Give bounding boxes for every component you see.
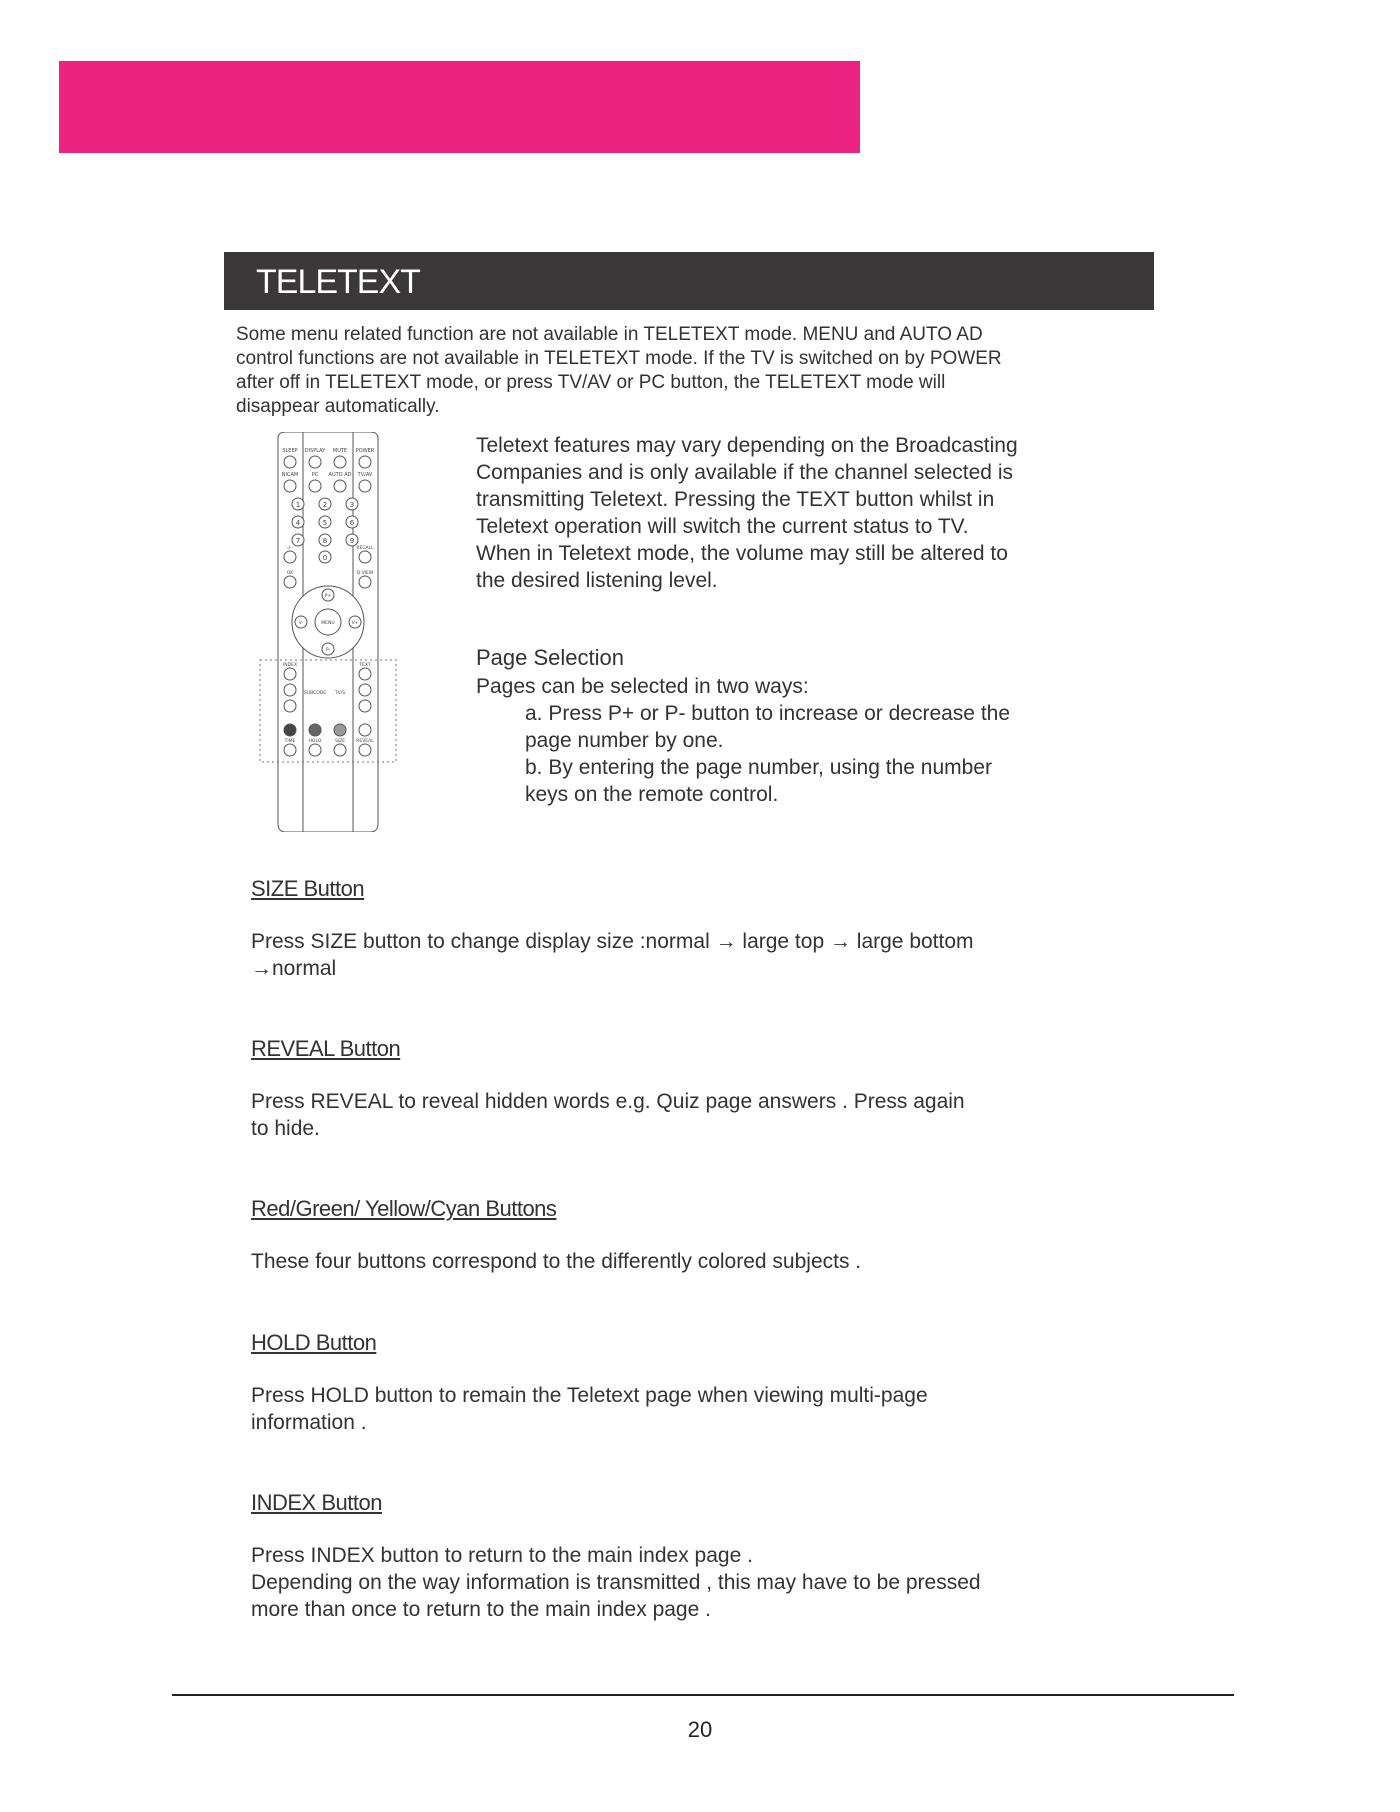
remote-label-nicam: NICAM xyxy=(281,472,299,478)
intro-line: Some menu related function are not available in TELETEXT mode. MENU and AUTO AD xyxy=(236,324,983,345)
page-selection-item: keys on the remote control. xyxy=(525,783,779,806)
remote-btn-mute xyxy=(334,456,346,468)
remote-label-hold: HOLD xyxy=(308,739,322,744)
remote-num-label: 9 xyxy=(349,537,355,545)
size-button-line: Press SIZE button to change display size :normal → large top → large bottom xyxy=(251,930,974,953)
remote-btn-pc xyxy=(309,480,321,492)
teletext-line: Teletext features may vary depending on the Broadcasting xyxy=(476,434,1018,457)
color-buttons-line: These four buttons correspond to the differently colored subjects . xyxy=(251,1250,862,1273)
remote-label-dash: -/-- xyxy=(286,546,294,551)
teletext-line: Teletext operation will switch the current status to TV. xyxy=(476,515,969,538)
remote-num-label: 2 xyxy=(322,501,328,509)
remote-btn-ok xyxy=(284,576,296,588)
remote-label-tvs: TV/S xyxy=(334,691,346,696)
reveal-button-line: Press REVEAL to reveal hidden words e.g. Quiz page answers . Press again xyxy=(251,1090,965,1113)
remote-btn-nicam xyxy=(284,480,296,492)
remote-btn-sleep xyxy=(284,456,296,468)
remote-color-cyan xyxy=(359,724,371,736)
teletext-line: Companies and is only available if the channel selected is xyxy=(476,461,1013,484)
remote-btn-power xyxy=(359,456,371,468)
remote-label-mute: MUTE xyxy=(332,448,348,454)
size-button-line: →normal xyxy=(251,957,337,980)
intro-line: after off in TELETEXT mode, or press TV/AV or PC button, the TELETEXT mode will xyxy=(236,372,946,393)
remote-btn-text xyxy=(359,668,371,680)
index-button-line: Press INDEX button to return to the main index page . xyxy=(251,1544,753,1567)
hold-button-text xyxy=(251,1382,1151,1436)
remote-btn-dash xyxy=(284,551,296,563)
page-selection-item: a. Press P+ or P- button to increase or decrease the xyxy=(525,702,1011,725)
reveal-button-heading: REVEAL Button xyxy=(251,1036,401,1061)
remote-label-qview: Q.VIEW xyxy=(356,571,374,576)
page-selection-item: b. By entering the page number, using the number xyxy=(525,756,992,779)
remote-btn-tvs xyxy=(359,684,371,696)
remote-label-autoad: AUTO AD xyxy=(328,472,352,478)
remote-btn-time xyxy=(284,744,296,756)
remote-label-pc: PC xyxy=(311,472,319,478)
remote-num-label: 3 xyxy=(349,501,355,509)
reveal-button-line: to hide. xyxy=(251,1117,320,1140)
intro-paragraph xyxy=(236,323,1156,419)
footer-rule xyxy=(172,1694,1234,1696)
page-selection-intro: Pages can be selected in two ways: xyxy=(476,675,809,698)
intro-line: disappear automatically. xyxy=(236,396,440,417)
index-button-line: more than once to return to the main index page . xyxy=(251,1598,711,1621)
remote-num-label: 6 xyxy=(349,519,355,527)
teletext-key-region xyxy=(260,660,396,762)
remote-num-label: 4 xyxy=(295,519,301,527)
remote-label-sleep: SLEEP xyxy=(282,448,298,454)
remote-label-ok: OK xyxy=(286,571,294,576)
remote-btn-recall xyxy=(359,551,371,563)
page-number: 20 xyxy=(687,1717,713,1742)
reveal-button-text xyxy=(251,1088,1151,1142)
remote-btn-tvs-2 xyxy=(359,700,371,712)
remote-label-power: POWER xyxy=(355,448,375,454)
remote-num-label: 0 xyxy=(322,554,328,562)
remote-color-green xyxy=(309,724,321,736)
remote-label-reveal: REVEAL xyxy=(356,739,374,744)
index-button-line: Depending on the way information is transmitted , this may have to be pressed xyxy=(251,1571,981,1594)
hold-button-heading: HOLD Button xyxy=(251,1330,377,1355)
page-selection-heading: Page Selection xyxy=(476,645,624,670)
remote-color-red xyxy=(284,724,296,736)
remote-label-vminus: V- xyxy=(298,621,304,626)
remote-btn-hold xyxy=(309,744,321,756)
size-button-heading: SIZE Button xyxy=(251,876,365,901)
remote-label-tvav: TV/AV xyxy=(357,472,373,478)
remote-label-size: SIZE xyxy=(334,739,346,744)
remote-label-index: INDEX xyxy=(282,663,298,668)
page-selection-body xyxy=(476,673,1156,808)
index-button-text xyxy=(251,1542,1151,1623)
remote-label-pminus: P- xyxy=(325,648,331,653)
teletext-line: When in Teletext mode, the volume may still be altered to xyxy=(476,542,1008,565)
index-button-heading: INDEX Button xyxy=(251,1490,382,1515)
remote-label-time: TIME xyxy=(284,739,296,744)
remote-label-menu: MENU xyxy=(321,621,335,626)
hold-button-line: information . xyxy=(251,1411,367,1434)
teletext-line: transmitting Teletext. Pressing the TEXT button whilst in xyxy=(476,488,995,511)
remote-num-label: 5 xyxy=(322,519,328,527)
remote-label-vplus: V+ xyxy=(351,621,359,626)
remote-btn-display xyxy=(309,456,321,468)
remote-btn-index xyxy=(284,668,296,680)
color-buttons-heading: Red/Green/ Yellow/Cyan Buttons xyxy=(251,1196,557,1221)
remote-label-text: TEXT xyxy=(359,663,371,668)
size-button-text xyxy=(251,928,1151,982)
remote-label-recall: RECALL xyxy=(356,546,374,551)
header-color-band xyxy=(59,61,860,153)
remote-num-label: 7 xyxy=(295,537,301,545)
remote-num-label: 1 xyxy=(295,501,301,509)
color-buttons-text xyxy=(251,1248,1151,1275)
remote-btn-subcode-2 xyxy=(284,700,296,712)
section-title: TELETEXT xyxy=(256,263,420,301)
remote-btn-tvav xyxy=(359,480,371,492)
intro-line: control functions are not available in TELETEXT mode. If the TV is switched on by POWER xyxy=(236,348,1002,369)
remote-btn-autoad xyxy=(334,480,346,492)
teletext-line: the desired listening level. xyxy=(476,569,718,592)
page-selection-item: page number by one. xyxy=(525,729,724,752)
hold-button-line: Press HOLD button to remain the Teletext page when viewing multi-page xyxy=(251,1384,928,1407)
remote-label-subcode: SUBCODE xyxy=(303,691,327,696)
teletext-description xyxy=(476,432,1156,594)
remote-control-illustration xyxy=(258,432,398,832)
remote-label-pplus: P+ xyxy=(324,594,332,599)
remote-label-display: DISPLAY xyxy=(304,448,326,454)
remote-btn-subcode xyxy=(284,684,296,696)
remote-btn-reveal xyxy=(359,744,371,756)
remote-num-label: 8 xyxy=(322,537,328,545)
remote-btn-qview xyxy=(359,576,371,588)
remote-btn-size xyxy=(334,744,346,756)
remote-color-yellow xyxy=(334,724,346,736)
section-header-bar xyxy=(224,252,1154,310)
